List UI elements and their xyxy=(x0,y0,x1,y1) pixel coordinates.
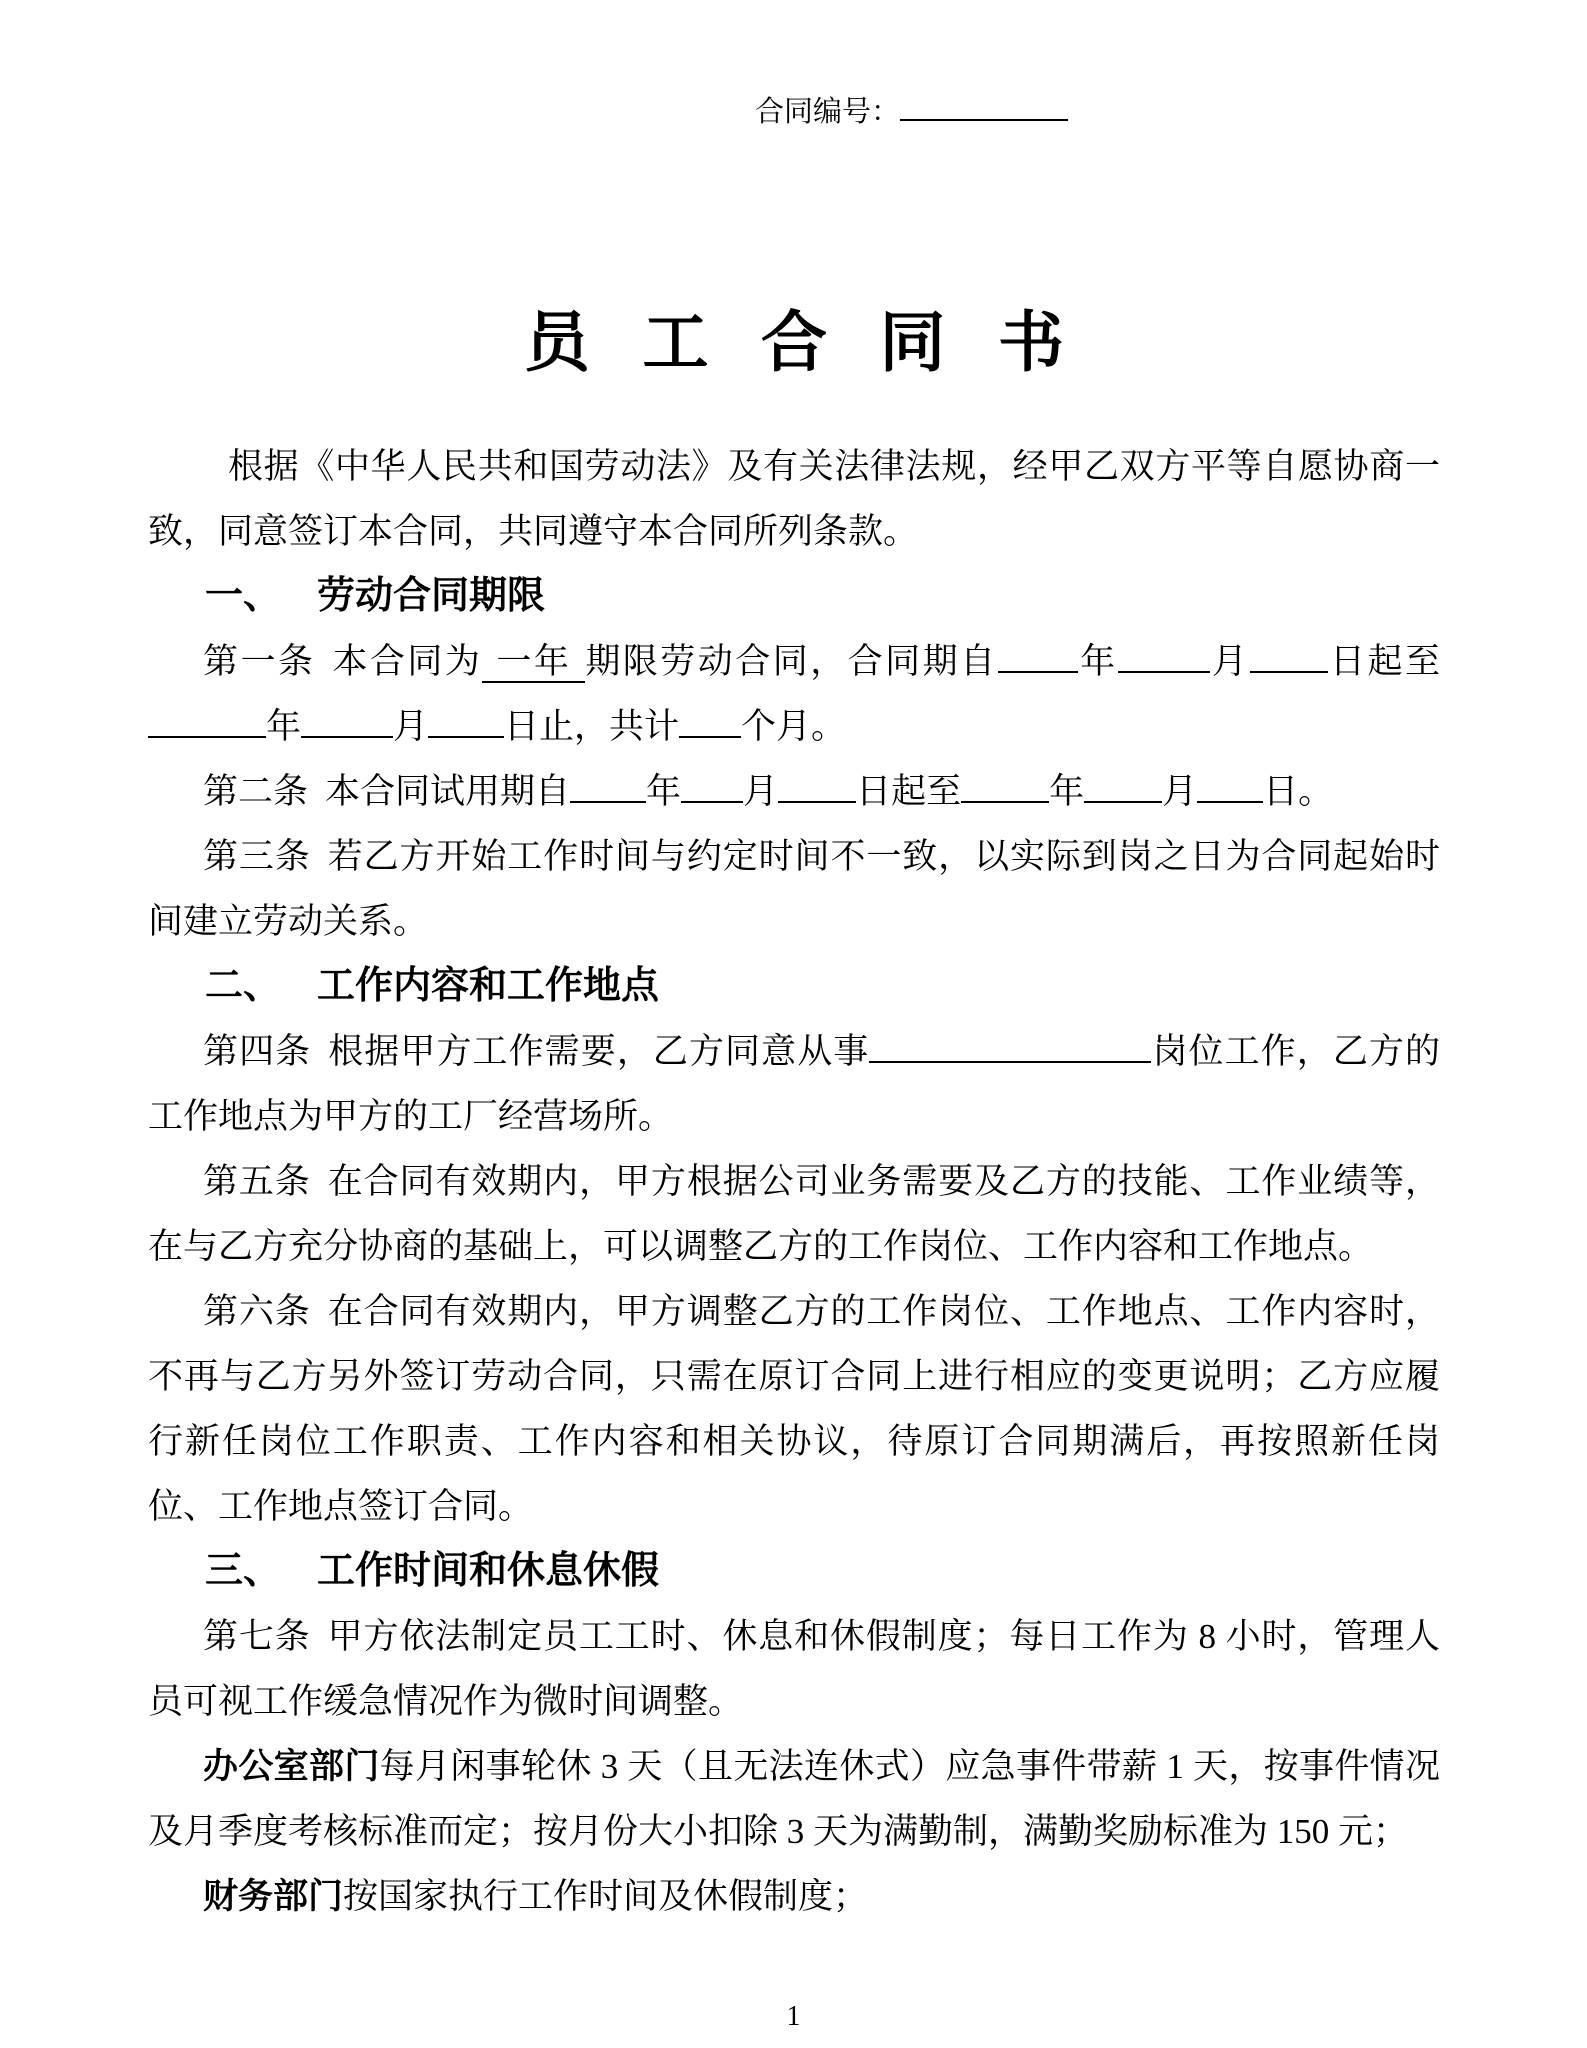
clause-3: 第三条 若乙方开始工作时间与约定时间不一致，以实际到岗之日为合同起始时间建立劳动关系。 xyxy=(148,837,1440,941)
section-number: 三、 xyxy=(205,1550,282,1592)
clause-5: 第五条 在合同有效期内，甲方根据公司业务需要及乙方的技能、工作业绩等，在与乙方充分协商的基础上，可以调整乙方的工作岗位、工作内容和工作地点。 xyxy=(148,1162,1440,1266)
section-heading xyxy=(148,1539,1440,1604)
blank-underline xyxy=(1250,636,1328,673)
contract-number-label: 合同编号： xyxy=(755,96,901,128)
intro-paragraph: 根据《中华人民共和国劳动法》及有关法律法规，经甲乙双方平等自愿协商一致，同意签订本合同，共同遵守本合同所列条款。 xyxy=(148,447,1440,551)
section-title: 劳动合同期限 xyxy=(317,575,546,617)
clause-number: 第四条 xyxy=(203,1032,312,1071)
clause-2: 第二条 本合同试用期自 年 月 日起至 年 月 日。 xyxy=(148,759,1440,824)
blank-underline xyxy=(148,701,266,738)
blank-underline xyxy=(1084,766,1162,803)
section-number: 一、 xyxy=(205,575,282,617)
page-content xyxy=(148,0,1440,1929)
clause-number: 第七条 xyxy=(203,1617,311,1656)
blank-underline xyxy=(1197,766,1263,803)
clause-number: 第六条 xyxy=(203,1292,311,1331)
clause-1: 第一条 本合同为 一年 期限劳动合同，合同期自 年 月 日起至年 月 日止，共计 个月。 xyxy=(148,629,1440,759)
clause-number: 第一条 xyxy=(203,642,316,681)
section-heading xyxy=(148,564,1440,629)
clause-number: 第三条 xyxy=(203,837,311,876)
clause-4: 第四条 根据甲方工作需要，乙方同意从事 岗位工作，乙方的工作地点为甲方的工厂经营场所。 xyxy=(148,1019,1440,1149)
contract-number-blank xyxy=(900,90,1068,121)
blank-underline xyxy=(679,701,741,738)
finance-dept-paragraph: 财务部门按国家执行工作时间及休假制度； xyxy=(203,1877,869,1916)
blank-underline xyxy=(301,701,393,738)
document-body xyxy=(148,434,1440,1929)
clause-number: 第二条 xyxy=(203,772,309,811)
blank-underline xyxy=(961,766,1049,803)
section-number: 二、 xyxy=(205,965,282,1007)
section-title: 工作时间和休息休假 xyxy=(317,1550,660,1592)
blank-underline xyxy=(1118,636,1210,673)
page-number: 1 xyxy=(786,2001,801,2032)
clause-7: 第七条 甲方依法制定员工工时、休息和休假制度；每日工作为 8 小时，管理人员可视工作缓急情况作为微时间调整。 xyxy=(148,1617,1440,1721)
document-title: 员 工 合 同 书 xyxy=(524,307,1064,380)
blank-underline xyxy=(778,766,856,803)
blank-underline xyxy=(428,701,504,738)
office-dept-paragraph: 办公室部门每月闲事轮休 3 天（且无法连休式）应急事件带薪 1 天，按事件情况及月季度考核标准而定；按月份大小扣除 3 天为满勤制，满勤奖励标准为 150 元； xyxy=(148,1747,1440,1851)
section-title: 工作内容和工作地点 xyxy=(317,965,660,1007)
blank-underline xyxy=(570,766,646,803)
underlined-text: 一年 xyxy=(482,642,585,683)
blank-underline xyxy=(681,766,743,803)
bold-run-in: 办公室部门 xyxy=(203,1747,380,1786)
clause-6: 第六条 在合同有效期内，甲方调整乙方的工作岗位、工作地点、工作内容时，不再与乙方另外签订劳动合同，只需在原订合同上进行相应的变更说明；乙方应履行新任岗位工作职责、工作内容和相关协议，待原订合同期满后，再按照新任岗位、工作地点签订合同。 xyxy=(148,1292,1440,1526)
blank-underline xyxy=(998,636,1078,673)
blank-underline xyxy=(869,1026,1151,1063)
clause-number: 第五条 xyxy=(203,1162,311,1201)
section-heading xyxy=(148,954,1440,1019)
contract-number-row xyxy=(148,90,1440,130)
bold-run-in: 财务部门 xyxy=(203,1877,344,1916)
